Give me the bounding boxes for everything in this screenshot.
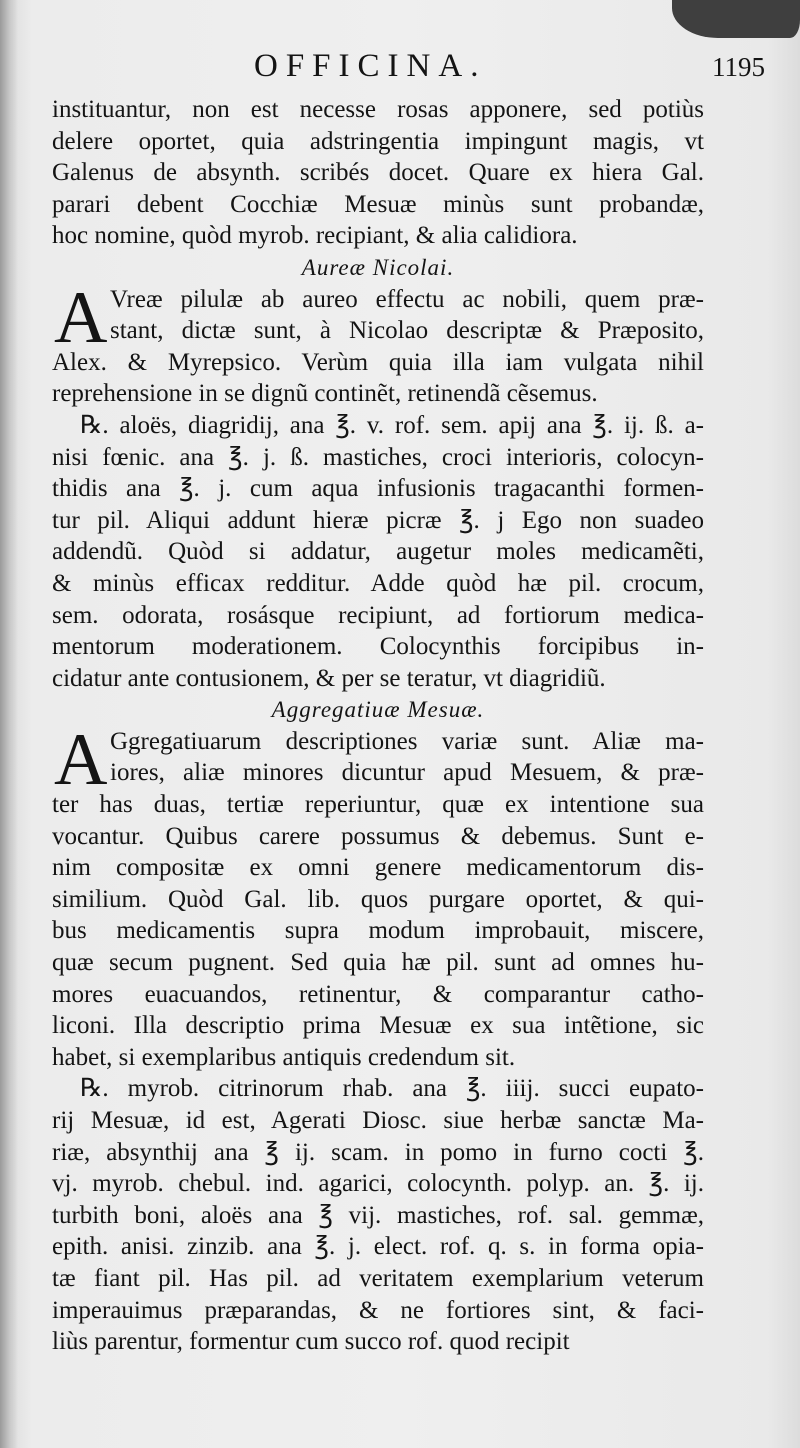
text-line: rij Mesuæ, id est, Agerati Diosc. siue herbæ sanctæ Ma- bbox=[52, 1107, 704, 1134]
paragraph-aggregatiuae bbox=[52, 718, 704, 1074]
text-line: mores euacuandos, retinentur, & comparantur catho- bbox=[52, 980, 704, 1008]
section-heading-aggregatiuae: Aggregatiuæ Mesuæ. bbox=[271, 697, 485, 723]
text-line: & minùs efficax redditur. Adde quòd hæ pil. crocum, bbox=[52, 569, 704, 597]
running-title: OFFICINA. bbox=[254, 48, 487, 84]
text-line: tæ fiant pil. Has pil. ad veritatem exemplarium veterum bbox=[52, 1264, 704, 1292]
text-line: ℞. myrob. citrinorum rhab. ana ℥. iiij. succi eupato- bbox=[80, 1075, 704, 1103]
drop-cap: A bbox=[54, 718, 108, 801]
text-line: sem. odorata, rosásque recipiunt, ad fortiorum medica- bbox=[52, 601, 704, 629]
text-line: ter has duas, tertiæ reperiuntur, quæ ex intentione sua bbox=[52, 791, 704, 819]
text-line: parari debent Cocchiæ Mesuæ minùs sunt probandæ, bbox=[52, 190, 704, 218]
section-heading-aureae: Aureæ Nicolai. bbox=[301, 254, 455, 280]
paragraph-aureae bbox=[52, 276, 704, 410]
text-line: vj. myrob. chebul. ind. agarici, colocynth. polyp. an. ℥. ij. bbox=[52, 1170, 704, 1198]
text-line: Vreæ pilulæ ab aureo effectu ac nobili, quem præ- bbox=[110, 285, 704, 313]
text-line: habet, si exemplaribus antiquis credendum sit. bbox=[52, 1043, 516, 1071]
body-text bbox=[52, 94, 704, 1358]
text-line: addendũ. Quòd si addatur, augetur moles medicamẽti, bbox=[52, 538, 704, 566]
text-line: delere oportet, quia adstringentia impingunt magis, vt bbox=[52, 127, 704, 155]
text-line: reprehensione in se dignũ continẽt, retinendã cẽsemus. bbox=[52, 380, 598, 408]
text-line: imperauimus præparandas, & ne fortiores sint, & faci- bbox=[52, 1296, 704, 1324]
text-line: ℞. aloës, diagridij, ana ℥. v. rof. sem. apij ana ℥. ij. ß. a- bbox=[80, 411, 704, 439]
binding-shadow bbox=[0, 0, 18, 1448]
drop-cap: A bbox=[54, 276, 108, 359]
text-line: cidatur ante contusionem, & per se teratur, vt diagridiũ. bbox=[52, 664, 606, 692]
text-line: hoc nomine, quòd myrob. recipiant, & alia calidiora. bbox=[52, 222, 578, 250]
text-line: liconi. Illa descriptio prima Mesuæ ex sua intẽtione, sic bbox=[52, 1012, 704, 1040]
text-line: mentorum moderationem. Colocynthis forcipibus in- bbox=[52, 633, 704, 661]
text-line: similium. Quòd Gal. lib. quos purgare oportet, & qui- bbox=[52, 885, 704, 913]
text-line: nim compositæ ex omni genere medicamentorum dis- bbox=[52, 854, 704, 882]
text-line: bus medicamentis supra modum improbauit, miscere, bbox=[52, 917, 704, 945]
text-line: vocantur. Quibus carere possumus & debemus. Sunt e- bbox=[52, 822, 704, 850]
text-line: thidis ana ℥. j. cum aqua infusionis tragacanthi formen- bbox=[52, 475, 704, 503]
text-line: Galenus de absynth. scribés docet. Quare ex hiera Gal. bbox=[52, 159, 704, 187]
text-line: tur pil. Aliqui addunt hieræ picræ ℥. j Ego non suadeo bbox=[52, 506, 704, 534]
text-line: nisi fœnic. ana ℥. j. ß. mastiches, croci interioris, colocyn- bbox=[52, 443, 704, 471]
text-line: Alex. & Myrepsico. Verùm quia illa iam vulgata nihil bbox=[52, 348, 704, 376]
text-line: riæ, absynthij ana ℥ ij. scam. in pomo in furno cocti ℥. bbox=[52, 1138, 704, 1166]
text-line: Ggregatiuarum descriptiones variæ sunt. Aliæ ma- bbox=[110, 727, 704, 755]
text-line: iores, aliæ minores dicuntur apud Mesuem, & præ- bbox=[110, 759, 704, 787]
text-line: turbith boni, aloës ana ℥ vij. mastiches, rof. sal. gemmæ, bbox=[52, 1201, 704, 1229]
text-line: stant, dictæ sunt, à Nicolao descriptæ & Præposito, bbox=[110, 317, 704, 345]
running-head bbox=[0, 44, 800, 88]
text-line: quæ secum pugnent. Sed quia hæ pil. sunt ad omnes hu- bbox=[52, 949, 704, 977]
page-number: 1195 bbox=[712, 52, 765, 82]
text-line: liùs parentur, formentur cum succo rof. quod recipit bbox=[52, 1328, 570, 1356]
text-line: instituantur, non est necesse rosas apponere, sed potiùs bbox=[52, 96, 704, 123]
corner-stain bbox=[672, 0, 800, 38]
text-line: epith. anisi. zinzib. ana ℥. j. elect. rof. q. s. in forma opia- bbox=[52, 1233, 704, 1261]
